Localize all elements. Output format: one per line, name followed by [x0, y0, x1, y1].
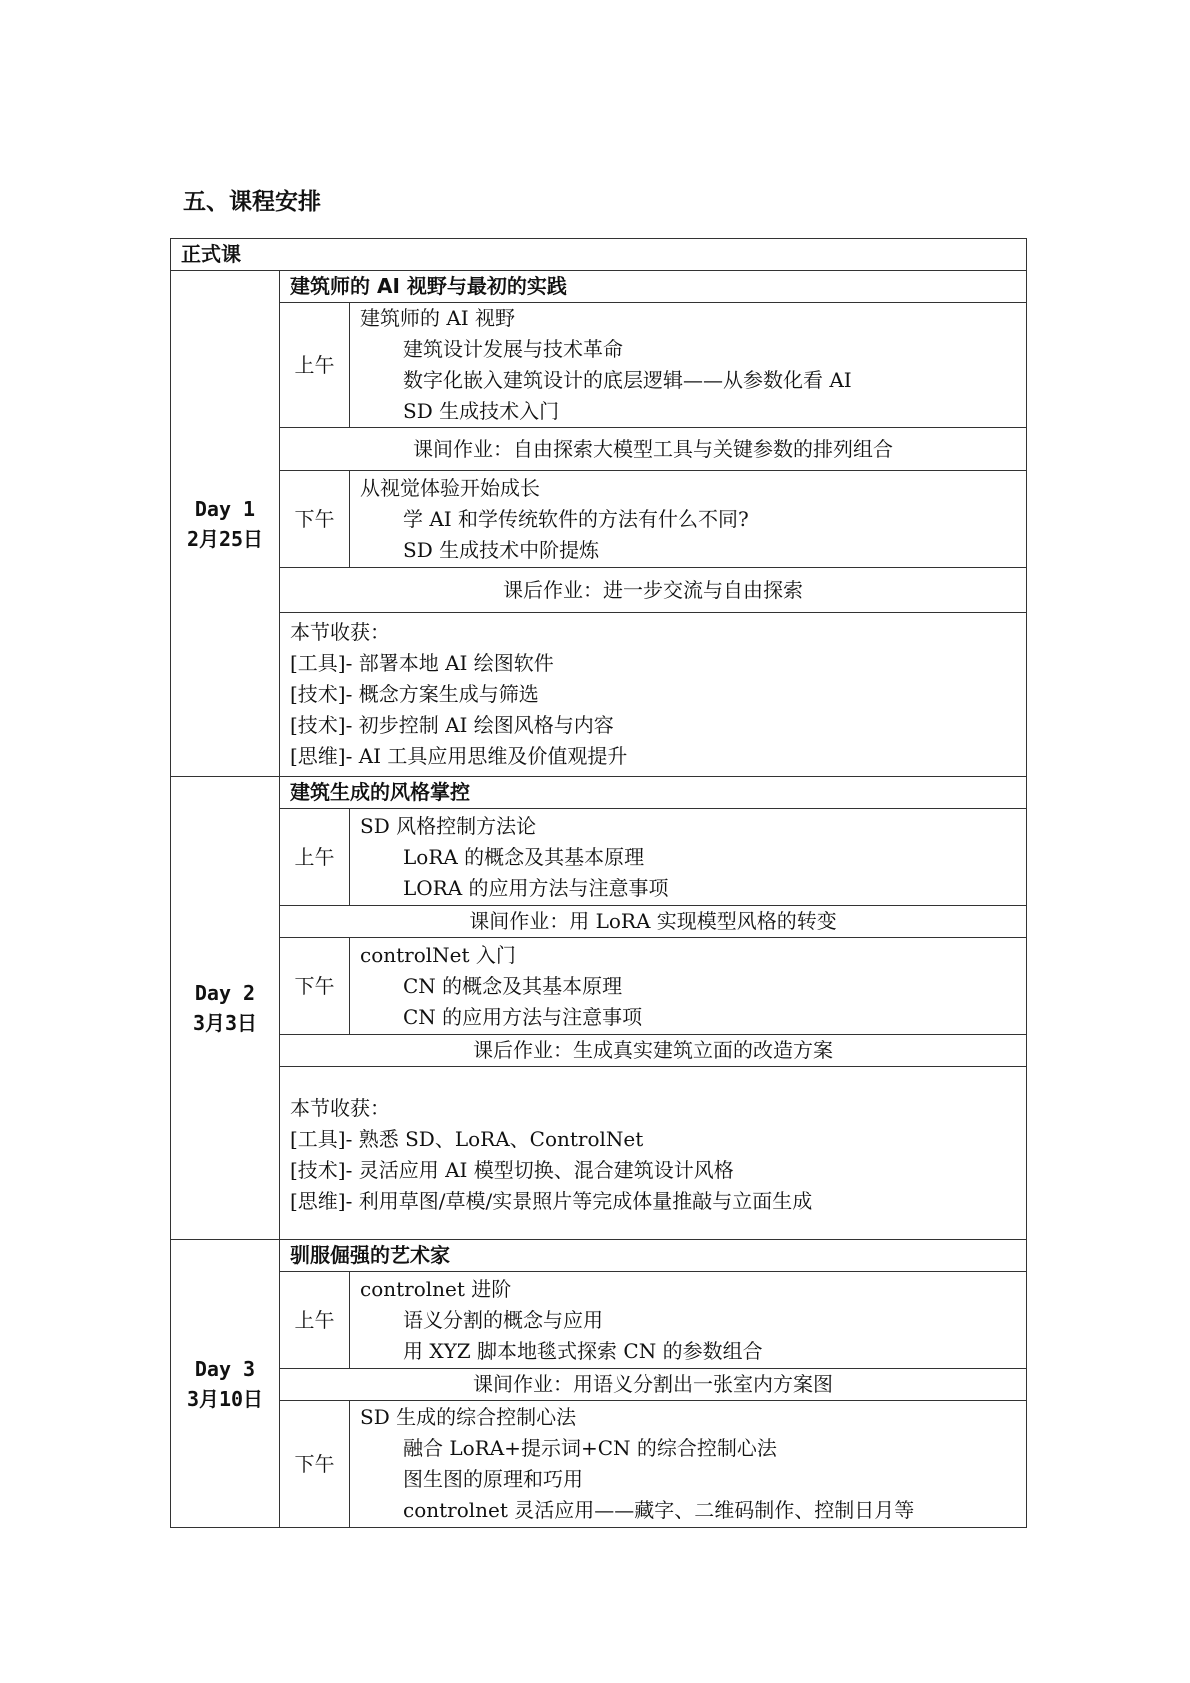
day3-pm-label: 下午	[280, 1401, 350, 1528]
day1-title: 建筑师的 AI 视野与最初的实践	[280, 271, 1027, 303]
day1-am-item: 建筑设计发展与技术革命	[403, 337, 623, 361]
day1-gain-item: [思维]- AI 工具应用思维及价值观提升	[290, 744, 628, 768]
day2-cell	[171, 777, 280, 1240]
day2-pm-content	[350, 938, 1027, 1035]
day2-title: 建筑生成的风格掌控	[280, 777, 1027, 809]
day1-am-label: 上午	[280, 303, 350, 428]
day3-am-label: 上午	[280, 1272, 350, 1369]
day3-am-item: 语义分割的概念与应用	[403, 1307, 603, 1332]
day2-am-item: LORA 的应用方法与注意事项	[403, 875, 669, 900]
day1-am-content	[350, 303, 1027, 428]
day1-date: 2月25日	[186, 526, 264, 551]
day1-am-homework-row	[171, 428, 1027, 471]
day3-am-homework-row	[171, 1369, 1027, 1401]
day1-gains	[280, 613, 1027, 777]
day1-pm-content	[350, 471, 1027, 568]
day2-am-label: 上午	[280, 809, 350, 906]
day1-pm-label: 下午	[280, 471, 350, 568]
day3-am-content	[350, 1272, 1027, 1369]
section-row	[171, 239, 1027, 271]
day3-am-item: 用 XYZ 脚本地毯式探索 CN 的参数组合	[403, 1338, 763, 1363]
day1-cell	[171, 271, 280, 777]
section-title: 正式课	[171, 239, 1027, 271]
day2-gains-title: 本节收获：	[290, 1096, 390, 1120]
day3-pm-item: 融合 LoRA+提示词+CN 的综合控制心法	[403, 1436, 777, 1460]
day1-pm-item: 学 AI 和学传统软件的方法有什么不同?	[403, 506, 749, 531]
day2-pm-homework: 课后作业：生成真实建筑立面的改造方案	[280, 1035, 1027, 1067]
day2-label: Day 2	[194, 981, 256, 1005]
day2-pm-label: 下午	[280, 938, 350, 1035]
day1-am-topic: 建筑师的 AI 视野	[360, 306, 516, 330]
day1-pm-item: SD 生成技术中阶提炼	[403, 537, 600, 562]
day1-am-homework: 课间作业：自由探索大模型工具与关键参数的排列组合	[280, 428, 1027, 471]
day1-pm-row	[171, 471, 1027, 568]
day2-am-item: LoRA 的概念及其基本原理	[403, 844, 645, 869]
day2-gain-item: [工具]- 熟悉 SD、LoRA、ControlNet	[290, 1127, 644, 1151]
day3-pm-topic: SD 生成的综合控制心法	[360, 1405, 577, 1429]
day1-pm-topic: 从视觉体验开始成长	[360, 475, 540, 500]
day3-pm-row	[171, 1401, 1027, 1528]
day3-am-topic: controlnet 进阶	[360, 1276, 512, 1301]
day2-am-content	[350, 809, 1027, 906]
day2-gains-row	[171, 1067, 1027, 1240]
day3-label: Day 3	[194, 1356, 256, 1381]
day3-pm-item: controlnet 灵活应用——藏字、二维码制作、控制日月等	[403, 1498, 915, 1522]
day1-gains-row	[171, 613, 1027, 777]
day1-gain-item: [技术]- 初步控制 AI 绘图风格与内容	[290, 713, 614, 737]
day1-am-row	[171, 303, 1027, 428]
day3-cell	[171, 1240, 280, 1528]
day3-pm-content	[350, 1401, 1027, 1528]
day2-pm-homework-row	[171, 1035, 1027, 1067]
day2-am-homework-row	[171, 906, 1027, 938]
day2-gains-spacer	[290, 1071, 1016, 1093]
day2-gain-item: [思维]- 利用草图/草模/实景照片等完成体量推敲与立面生成	[290, 1189, 813, 1213]
day2-am-topic: SD 风格控制方法论	[360, 813, 537, 838]
day3-am-homework: 课间作业：用语义分割出一张室内方案图	[280, 1369, 1027, 1401]
day1-gains-title: 本节收获：	[290, 620, 390, 644]
day1-pm-homework: 课后作业：进一步交流与自由探索	[280, 568, 1027, 613]
day2-am-row	[171, 809, 1027, 906]
page-heading: 五、课程安排	[183, 189, 321, 215]
day1-gain-item: [技术]- 概念方案生成与筛选	[290, 682, 539, 706]
day2-pm-item: CN 的应用方法与注意事项	[403, 1004, 643, 1029]
day1-gain-item: [工具]- 部署本地 AI 绘图软件	[290, 651, 554, 675]
day3-am-row	[171, 1272, 1027, 1369]
day2-pm-topic: controlNet 入门	[360, 942, 516, 967]
day2-gains-spacer	[290, 1217, 1016, 1235]
day2-gain-item: [技术]- 灵活应用 AI 模型切换、混合建筑设计风格	[290, 1158, 734, 1182]
day3-title: 驯服倔强的艺术家	[280, 1240, 1027, 1272]
day1-title-row	[171, 271, 1027, 303]
day2-pm-row	[171, 938, 1027, 1035]
day2-pm-item: CN 的概念及其基本原理	[403, 973, 623, 998]
day2-gains	[280, 1067, 1027, 1240]
day2-date: 3月3日	[192, 1011, 258, 1035]
day3-date: 3月10日	[186, 1386, 264, 1411]
day1-am-item: 数字化嵌入建筑设计的底层逻辑——从参数化看 AI	[403, 368, 852, 392]
day2-am-homework: 课间作业：用 LoRA 实现模型风格的转变	[280, 906, 1027, 938]
day1-am-item: SD 生成技术入门	[403, 399, 560, 423]
day1-pm-homework-row	[171, 568, 1027, 613]
course-schedule-table	[170, 238, 1027, 1528]
day1-label: Day 1	[194, 496, 256, 521]
day3-title-row	[171, 1240, 1027, 1272]
day3-pm-item: 图生图的原理和巧用	[403, 1467, 583, 1491]
day2-title-row	[171, 777, 1027, 809]
